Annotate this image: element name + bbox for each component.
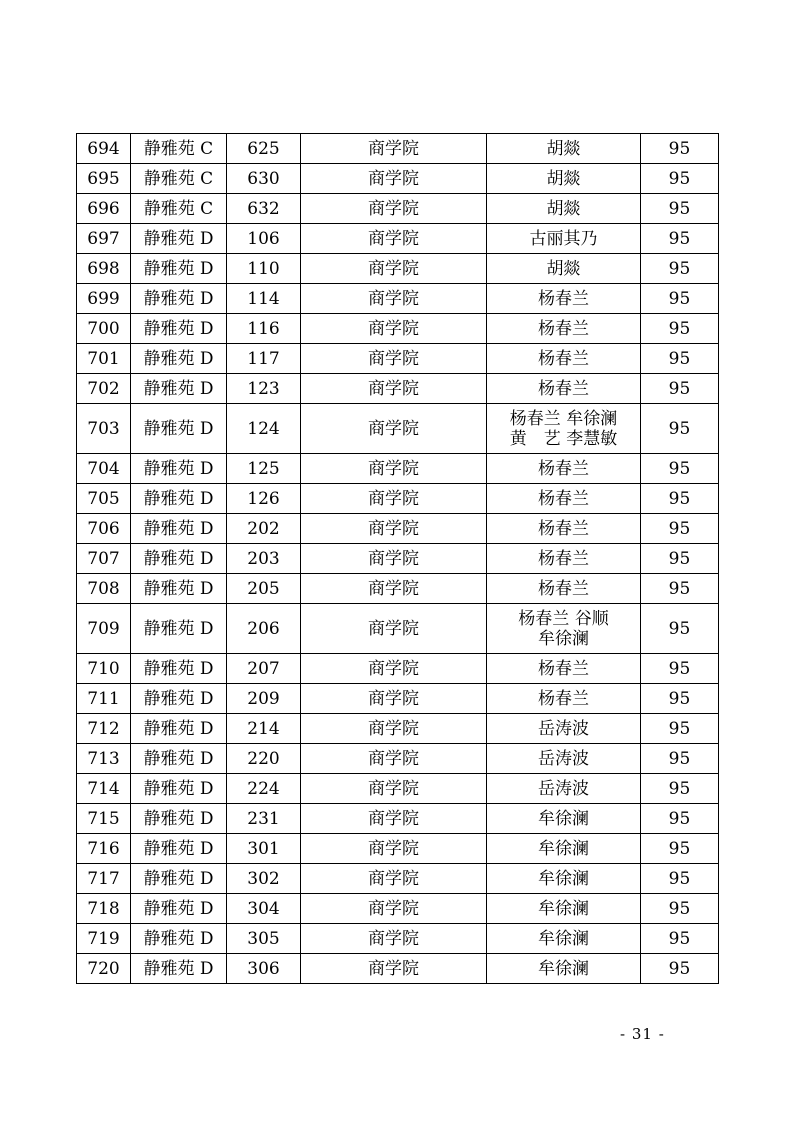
counselor-cell bbox=[487, 484, 641, 514]
building-cell: 静雅苑 C bbox=[131, 164, 227, 194]
building-cell: 静雅苑 D bbox=[131, 604, 227, 654]
room-number-cell: 202 bbox=[227, 514, 301, 544]
college-cell: 商学院 bbox=[301, 684, 487, 714]
row-number-cell: 702 bbox=[77, 374, 131, 404]
college-cell: 商学院 bbox=[301, 314, 487, 344]
room-number-cell: 116 bbox=[227, 314, 301, 344]
building-cell: 静雅苑 D bbox=[131, 714, 227, 744]
score-cell: 95 bbox=[641, 574, 719, 604]
counselor-cell bbox=[487, 654, 641, 684]
table-row bbox=[77, 254, 719, 284]
room-number-cell: 123 bbox=[227, 374, 301, 404]
counselor-name-line: 牟徐澜 bbox=[538, 838, 589, 859]
table-row bbox=[77, 774, 719, 804]
room-number-cell: 203 bbox=[227, 544, 301, 574]
dormitory-score-table bbox=[76, 133, 719, 984]
row-number-cell: 707 bbox=[77, 544, 131, 574]
row-number-cell: 701 bbox=[77, 344, 131, 374]
building-cell: 静雅苑 D bbox=[131, 574, 227, 604]
counselor-name-line: 牟徐澜 bbox=[538, 628, 589, 649]
building-cell: 静雅苑 D bbox=[131, 864, 227, 894]
table-row bbox=[77, 284, 719, 314]
building-cell: 静雅苑 C bbox=[131, 194, 227, 224]
building-cell: 静雅苑 D bbox=[131, 744, 227, 774]
table-row bbox=[77, 454, 719, 484]
room-number-cell: 124 bbox=[227, 404, 301, 454]
row-number-cell: 700 bbox=[77, 314, 131, 344]
college-cell: 商学院 bbox=[301, 514, 487, 544]
counselor-cell bbox=[487, 134, 641, 164]
building-cell: 静雅苑 D bbox=[131, 804, 227, 834]
score-cell: 95 bbox=[641, 684, 719, 714]
college-cell: 商学院 bbox=[301, 404, 487, 454]
room-number-cell: 304 bbox=[227, 894, 301, 924]
counselor-cell bbox=[487, 514, 641, 544]
counselor-name-line: 牟徐澜 bbox=[538, 898, 589, 919]
college-cell: 商学院 bbox=[301, 924, 487, 954]
counselor-name-line: 牟徐澜 bbox=[538, 808, 589, 829]
table-row bbox=[77, 954, 719, 984]
counselor-name-line: 牟徐澜 bbox=[538, 958, 589, 979]
row-number-cell: 709 bbox=[77, 604, 131, 654]
table-row bbox=[77, 834, 719, 864]
building-cell: 静雅苑 D bbox=[131, 284, 227, 314]
college-cell: 商学院 bbox=[301, 574, 487, 604]
row-number-cell: 712 bbox=[77, 714, 131, 744]
table-row bbox=[77, 134, 719, 164]
counselor-name-line: 胡燚 bbox=[546, 198, 581, 219]
college-cell: 商学院 bbox=[301, 804, 487, 834]
score-cell: 95 bbox=[641, 514, 719, 544]
building-cell: 静雅苑 D bbox=[131, 924, 227, 954]
building-cell: 静雅苑 D bbox=[131, 484, 227, 514]
room-number-cell: 231 bbox=[227, 804, 301, 834]
room-number-cell: 630 bbox=[227, 164, 301, 194]
table-row bbox=[77, 654, 719, 684]
college-cell: 商学院 bbox=[301, 194, 487, 224]
counselor-name-line: 杨春兰 bbox=[538, 288, 589, 309]
table-row bbox=[77, 894, 719, 924]
college-cell: 商学院 bbox=[301, 894, 487, 924]
counselor-cell bbox=[487, 164, 641, 194]
counselor-cell bbox=[487, 224, 641, 254]
table-row bbox=[77, 314, 719, 344]
college-cell: 商学院 bbox=[301, 654, 487, 684]
table-row bbox=[77, 344, 719, 374]
counselor-cell bbox=[487, 954, 641, 984]
score-cell: 95 bbox=[641, 834, 719, 864]
counselor-name-line: 杨春兰 bbox=[538, 488, 589, 509]
counselor-cell bbox=[487, 804, 641, 834]
room-number-cell: 305 bbox=[227, 924, 301, 954]
score-cell: 95 bbox=[641, 484, 719, 514]
score-cell: 95 bbox=[641, 604, 719, 654]
table-row bbox=[77, 684, 719, 714]
counselor-name-line: 牟徐澜 bbox=[538, 928, 589, 949]
score-cell: 95 bbox=[641, 744, 719, 774]
counselor-name-line: 古丽其乃 bbox=[529, 228, 598, 249]
building-cell: 静雅苑 D bbox=[131, 404, 227, 454]
row-number-cell: 718 bbox=[77, 894, 131, 924]
counselor-cell bbox=[487, 454, 641, 484]
building-cell: 静雅苑 D bbox=[131, 834, 227, 864]
college-cell: 商学院 bbox=[301, 484, 487, 514]
score-cell: 95 bbox=[641, 954, 719, 984]
counselor-name-line: 杨春兰 谷顺 bbox=[518, 608, 609, 629]
counselor-name-line: 岳涛波 bbox=[538, 748, 589, 769]
counselor-cell bbox=[487, 544, 641, 574]
counselor-cell bbox=[487, 284, 641, 314]
counselor-name-line: 胡燚 bbox=[546, 168, 581, 189]
room-number-cell: 126 bbox=[227, 484, 301, 514]
counselor-name-line: 岳涛波 bbox=[538, 718, 589, 739]
room-number-cell: 106 bbox=[227, 224, 301, 254]
row-number-cell: 705 bbox=[77, 484, 131, 514]
counselor-cell bbox=[487, 684, 641, 714]
building-cell: 静雅苑 D bbox=[131, 254, 227, 284]
counselor-cell bbox=[487, 374, 641, 404]
college-cell: 商学院 bbox=[301, 374, 487, 404]
table-row bbox=[77, 404, 719, 454]
room-number-cell: 206 bbox=[227, 604, 301, 654]
counselor-name-line: 杨春兰 bbox=[538, 658, 589, 679]
counselor-name-line: 黄 艺 李慧敏 bbox=[509, 428, 618, 449]
building-cell: 静雅苑 D bbox=[131, 374, 227, 404]
score-cell: 95 bbox=[641, 714, 719, 744]
college-cell: 商学院 bbox=[301, 954, 487, 984]
room-number-cell: 125 bbox=[227, 454, 301, 484]
row-number-cell: 699 bbox=[77, 284, 131, 314]
score-cell: 95 bbox=[641, 654, 719, 684]
row-number-cell: 713 bbox=[77, 744, 131, 774]
row-number-cell: 706 bbox=[77, 514, 131, 544]
college-cell: 商学院 bbox=[301, 284, 487, 314]
table-row bbox=[77, 484, 719, 514]
counselor-cell bbox=[487, 924, 641, 954]
counselor-cell bbox=[487, 194, 641, 224]
counselor-cell bbox=[487, 774, 641, 804]
row-number-cell: 719 bbox=[77, 924, 131, 954]
college-cell: 商学院 bbox=[301, 604, 487, 654]
row-number-cell: 717 bbox=[77, 864, 131, 894]
score-cell: 95 bbox=[641, 284, 719, 314]
table-row bbox=[77, 714, 719, 744]
table-row bbox=[77, 924, 719, 954]
building-cell: 静雅苑 C bbox=[131, 134, 227, 164]
counselor-cell bbox=[487, 744, 641, 774]
room-number-cell: 306 bbox=[227, 954, 301, 984]
score-cell: 95 bbox=[641, 454, 719, 484]
room-number-cell: 632 bbox=[227, 194, 301, 224]
counselor-cell bbox=[487, 574, 641, 604]
counselor-cell bbox=[487, 834, 641, 864]
score-cell: 95 bbox=[641, 164, 719, 194]
table-row bbox=[77, 514, 719, 544]
row-number-cell: 697 bbox=[77, 224, 131, 254]
counselor-name-line: 杨春兰 牟徐澜 bbox=[509, 408, 618, 429]
college-cell: 商学院 bbox=[301, 744, 487, 774]
score-cell: 95 bbox=[641, 344, 719, 374]
row-number-cell: 708 bbox=[77, 574, 131, 604]
page-number: - 31 - bbox=[620, 1025, 665, 1043]
row-number-cell: 704 bbox=[77, 454, 131, 484]
table-row bbox=[77, 194, 719, 224]
counselor-name-line: 杨春兰 bbox=[538, 348, 589, 369]
college-cell: 商学院 bbox=[301, 544, 487, 574]
row-number-cell: 695 bbox=[77, 164, 131, 194]
row-number-cell: 715 bbox=[77, 804, 131, 834]
counselor-cell bbox=[487, 344, 641, 374]
college-cell: 商学院 bbox=[301, 344, 487, 374]
building-cell: 静雅苑 D bbox=[131, 894, 227, 924]
score-cell: 95 bbox=[641, 804, 719, 834]
college-cell: 商学院 bbox=[301, 164, 487, 194]
building-cell: 静雅苑 D bbox=[131, 684, 227, 714]
counselor-name-line: 杨春兰 bbox=[538, 688, 589, 709]
table-row bbox=[77, 374, 719, 404]
table-row bbox=[77, 864, 719, 894]
room-number-cell: 209 bbox=[227, 684, 301, 714]
counselor-name-line: 牟徐澜 bbox=[538, 868, 589, 889]
counselor-name-line: 杨春兰 bbox=[538, 578, 589, 599]
building-cell: 静雅苑 D bbox=[131, 954, 227, 984]
college-cell: 商学院 bbox=[301, 254, 487, 284]
counselor-name-line: 杨春兰 bbox=[538, 318, 589, 339]
score-cell: 95 bbox=[641, 194, 719, 224]
counselor-cell bbox=[487, 404, 641, 454]
building-cell: 静雅苑 D bbox=[131, 654, 227, 684]
college-cell: 商学院 bbox=[301, 864, 487, 894]
row-number-cell: 720 bbox=[77, 954, 131, 984]
building-cell: 静雅苑 D bbox=[131, 454, 227, 484]
score-cell: 95 bbox=[641, 254, 719, 284]
table-row bbox=[77, 544, 719, 574]
building-cell: 静雅苑 D bbox=[131, 774, 227, 804]
room-number-cell: 302 bbox=[227, 864, 301, 894]
college-cell: 商学院 bbox=[301, 714, 487, 744]
college-cell: 商学院 bbox=[301, 454, 487, 484]
counselor-name-line: 杨春兰 bbox=[538, 518, 589, 539]
score-cell: 95 bbox=[641, 774, 719, 804]
building-cell: 静雅苑 D bbox=[131, 224, 227, 254]
table-row bbox=[77, 744, 719, 774]
room-number-cell: 301 bbox=[227, 834, 301, 864]
room-number-cell: 205 bbox=[227, 574, 301, 604]
score-cell: 95 bbox=[641, 134, 719, 164]
counselor-name-line: 杨春兰 bbox=[538, 458, 589, 479]
table-row bbox=[77, 574, 719, 604]
counselor-cell bbox=[487, 604, 641, 654]
table-row bbox=[77, 164, 719, 194]
building-cell: 静雅苑 D bbox=[131, 314, 227, 344]
score-cell: 95 bbox=[641, 544, 719, 574]
building-cell: 静雅苑 D bbox=[131, 514, 227, 544]
table-row bbox=[77, 604, 719, 654]
row-number-cell: 714 bbox=[77, 774, 131, 804]
room-number-cell: 110 bbox=[227, 254, 301, 284]
college-cell: 商学院 bbox=[301, 224, 487, 254]
college-cell: 商学院 bbox=[301, 834, 487, 864]
counselor-name-line: 岳涛波 bbox=[538, 778, 589, 799]
counselor-name-line: 胡燚 bbox=[546, 138, 581, 159]
score-cell: 95 bbox=[641, 404, 719, 454]
row-number-cell: 694 bbox=[77, 134, 131, 164]
room-number-cell: 214 bbox=[227, 714, 301, 744]
counselor-cell bbox=[487, 894, 641, 924]
counselor-cell bbox=[487, 254, 641, 284]
counselor-cell bbox=[487, 314, 641, 344]
room-number-cell: 220 bbox=[227, 744, 301, 774]
table-row bbox=[77, 224, 719, 254]
row-number-cell: 716 bbox=[77, 834, 131, 864]
score-cell: 95 bbox=[641, 864, 719, 894]
college-cell: 商学院 bbox=[301, 774, 487, 804]
table-row bbox=[77, 804, 719, 834]
score-cell: 95 bbox=[641, 924, 719, 954]
room-number-cell: 207 bbox=[227, 654, 301, 684]
table-body bbox=[77, 134, 719, 984]
counselor-cell bbox=[487, 864, 641, 894]
score-cell: 95 bbox=[641, 894, 719, 924]
room-number-cell: 117 bbox=[227, 344, 301, 374]
row-number-cell: 710 bbox=[77, 654, 131, 684]
room-number-cell: 114 bbox=[227, 284, 301, 314]
counselor-name-line: 胡燚 bbox=[546, 258, 581, 279]
counselor-name-line: 杨春兰 bbox=[538, 548, 589, 569]
row-number-cell: 703 bbox=[77, 404, 131, 454]
college-cell: 商学院 bbox=[301, 134, 487, 164]
room-number-cell: 224 bbox=[227, 774, 301, 804]
counselor-name-line: 杨春兰 bbox=[538, 378, 589, 399]
counselor-cell bbox=[487, 714, 641, 744]
room-number-cell: 625 bbox=[227, 134, 301, 164]
row-number-cell: 711 bbox=[77, 684, 131, 714]
score-cell: 95 bbox=[641, 224, 719, 254]
row-number-cell: 696 bbox=[77, 194, 131, 224]
building-cell: 静雅苑 D bbox=[131, 344, 227, 374]
score-cell: 95 bbox=[641, 374, 719, 404]
score-cell: 95 bbox=[641, 314, 719, 344]
row-number-cell: 698 bbox=[77, 254, 131, 284]
building-cell: 静雅苑 D bbox=[131, 544, 227, 574]
